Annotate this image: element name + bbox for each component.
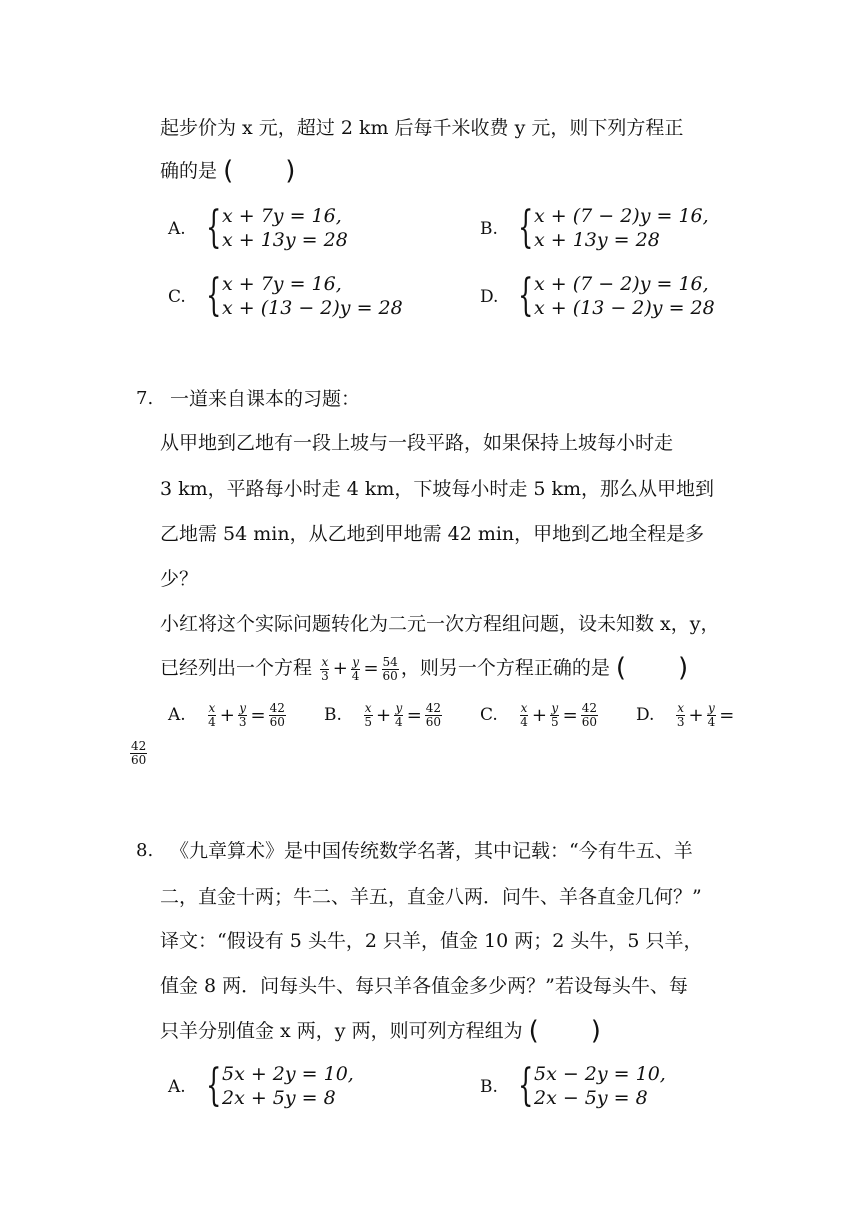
q7-option-a: A. $\frac{x}{4}$ + $\frac{y}{3}$ = $\frac{42}{60}$	[168, 701, 285, 729]
q7-line-1: 从甲地到乙地有一段上坡与一段平路，如果保持上坡每小时走	[160, 432, 674, 454]
q8-line-5	[160, 1018, 601, 1044]
q6-option-b-system	[518, 204, 709, 252]
q6-option-c-eq1: x + 7y = 16,	[222, 273, 342, 295]
q6-answer-paren: ( )	[223, 156, 296, 186]
frac-y-4: $\frac{y}{4}$	[351, 654, 360, 683]
q7-eq-post-text: ，则另一个方程正确的是	[400, 657, 610, 679]
q8-answer-paren: ( )	[528, 1016, 601, 1046]
q6-line-2-text: 确的是	[160, 160, 218, 182]
q6-option-c-label: C.	[168, 287, 186, 307]
q7-line-3: 乙地需 54 min，从乙地到甲地需 42 min，甲地到乙地全程是多	[160, 523, 705, 545]
q6-option-c-eq2: x + (13 − 2)y = 28	[222, 297, 403, 319]
q7-line-5: 小红将这个实际问题转化为二元一次方程组问题，设未知数 x，y，	[160, 613, 720, 635]
q8-option-a-eq1: 5x + 2y = 10,	[222, 1063, 354, 1085]
q8-line-4: 值金 8 两．问每头牛、每只羊各值金多少两？”若设每头牛、每	[160, 975, 688, 997]
brace-icon: {	[206, 270, 222, 321]
q8-line-2: 二，直金十两；牛二、羊五，直金八两．问牛、羊各直金几何？”	[160, 886, 702, 908]
q6-option-a-system	[206, 204, 348, 252]
q8-last-line-text: 只羊分别值金 x 两，y 两，则可列方程组为	[160, 1020, 523, 1042]
q6-option-d-eq2: x + (13 − 2)y = 28	[534, 297, 715, 319]
q7-line-2: 3 km，平路每小时走 4 km，下坡每小时走 5 km，那么从甲地到	[160, 478, 715, 500]
q8-number: 8.	[136, 840, 154, 861]
q8-option-a-eq2: 2x + 5y = 8	[222, 1087, 336, 1109]
q7-title: 一道来自课本的习题：	[170, 388, 361, 410]
q6-option-d-eq1: x + (7 − 2)y = 16,	[534, 273, 709, 295]
q6-option-a-eq1: x + 7y = 16,	[222, 205, 342, 227]
q7-number: 7.	[136, 388, 154, 409]
q7-equation-line: 已经列出一个方程 $\frac{x}{3}$ + $\frac{y}{4}$ = $\frac{54}{60}$ ，则另一个方程正确的是 ( )	[160, 653, 689, 683]
q7-option-d-wrapped-fraction: $\frac{42}{60}$	[131, 739, 147, 767]
q6-option-d-system	[518, 272, 715, 320]
q7-answer-paren: ( )	[615, 653, 689, 683]
q7-option-b: B. $\frac{x}{5}$ + $\frac{y}{4}$ = $\frac{42}{60}$	[324, 701, 442, 729]
frac-x-3: $\frac{x}{3}$	[321, 654, 329, 683]
q6-line-1: 起步价为 x 元，超过 2 km 后每千米收费 y 元，则下列方程正	[160, 117, 684, 139]
q8-line-1: 《九章算术》是中国传统数学名著，其中记载：“今有牛五、羊	[170, 840, 693, 862]
q6-option-a-eq2: x + 13y = 28	[222, 229, 348, 251]
q7-line-4: 少？	[160, 568, 199, 590]
q8-option-b-eq1: 5x − 2y = 10,	[534, 1063, 666, 1085]
q6-option-b-eq1: x + (7 − 2)y = 16,	[534, 205, 709, 227]
q6-option-b-eq2: x + 13y = 28	[534, 229, 660, 251]
q6-option-b-label: B.	[480, 219, 498, 239]
q8-option-a-label: A.	[168, 1077, 186, 1097]
q6-line-2	[160, 158, 295, 184]
brace-icon: {	[518, 1060, 534, 1111]
q6-option-c-system	[206, 272, 403, 320]
q6-option-a-label: A.	[168, 219, 186, 239]
q6-option-d-label: D.	[480, 287, 499, 307]
q7-option-c: C. $\frac{x}{4}$ + $\frac{y}{5}$ = $\frac{42}{60}$	[480, 701, 597, 729]
q8-option-a-system	[206, 1062, 354, 1110]
brace-icon: {	[518, 270, 534, 321]
q8-option-b-label: B.	[480, 1077, 498, 1097]
q8-line-3: 译文：“假设有 5 头牛，2 只羊，值金 10 两；2 头牛，5 只羊，	[160, 930, 703, 952]
brace-icon: {	[518, 202, 534, 253]
brace-icon: {	[206, 202, 222, 253]
brace-icon: {	[206, 1060, 222, 1111]
q7-option-d: D. $\frac{x}{3}$ + $\frac{y}{4}$ =	[636, 701, 735, 729]
q8-option-b-eq2: 2x − 5y = 8	[534, 1087, 648, 1109]
frac-54-60: $\frac{54}{60}$	[382, 654, 398, 683]
q7-eq-pre-text: 已经列出一个方程	[160, 657, 313, 679]
q8-option-b-system	[518, 1062, 666, 1110]
